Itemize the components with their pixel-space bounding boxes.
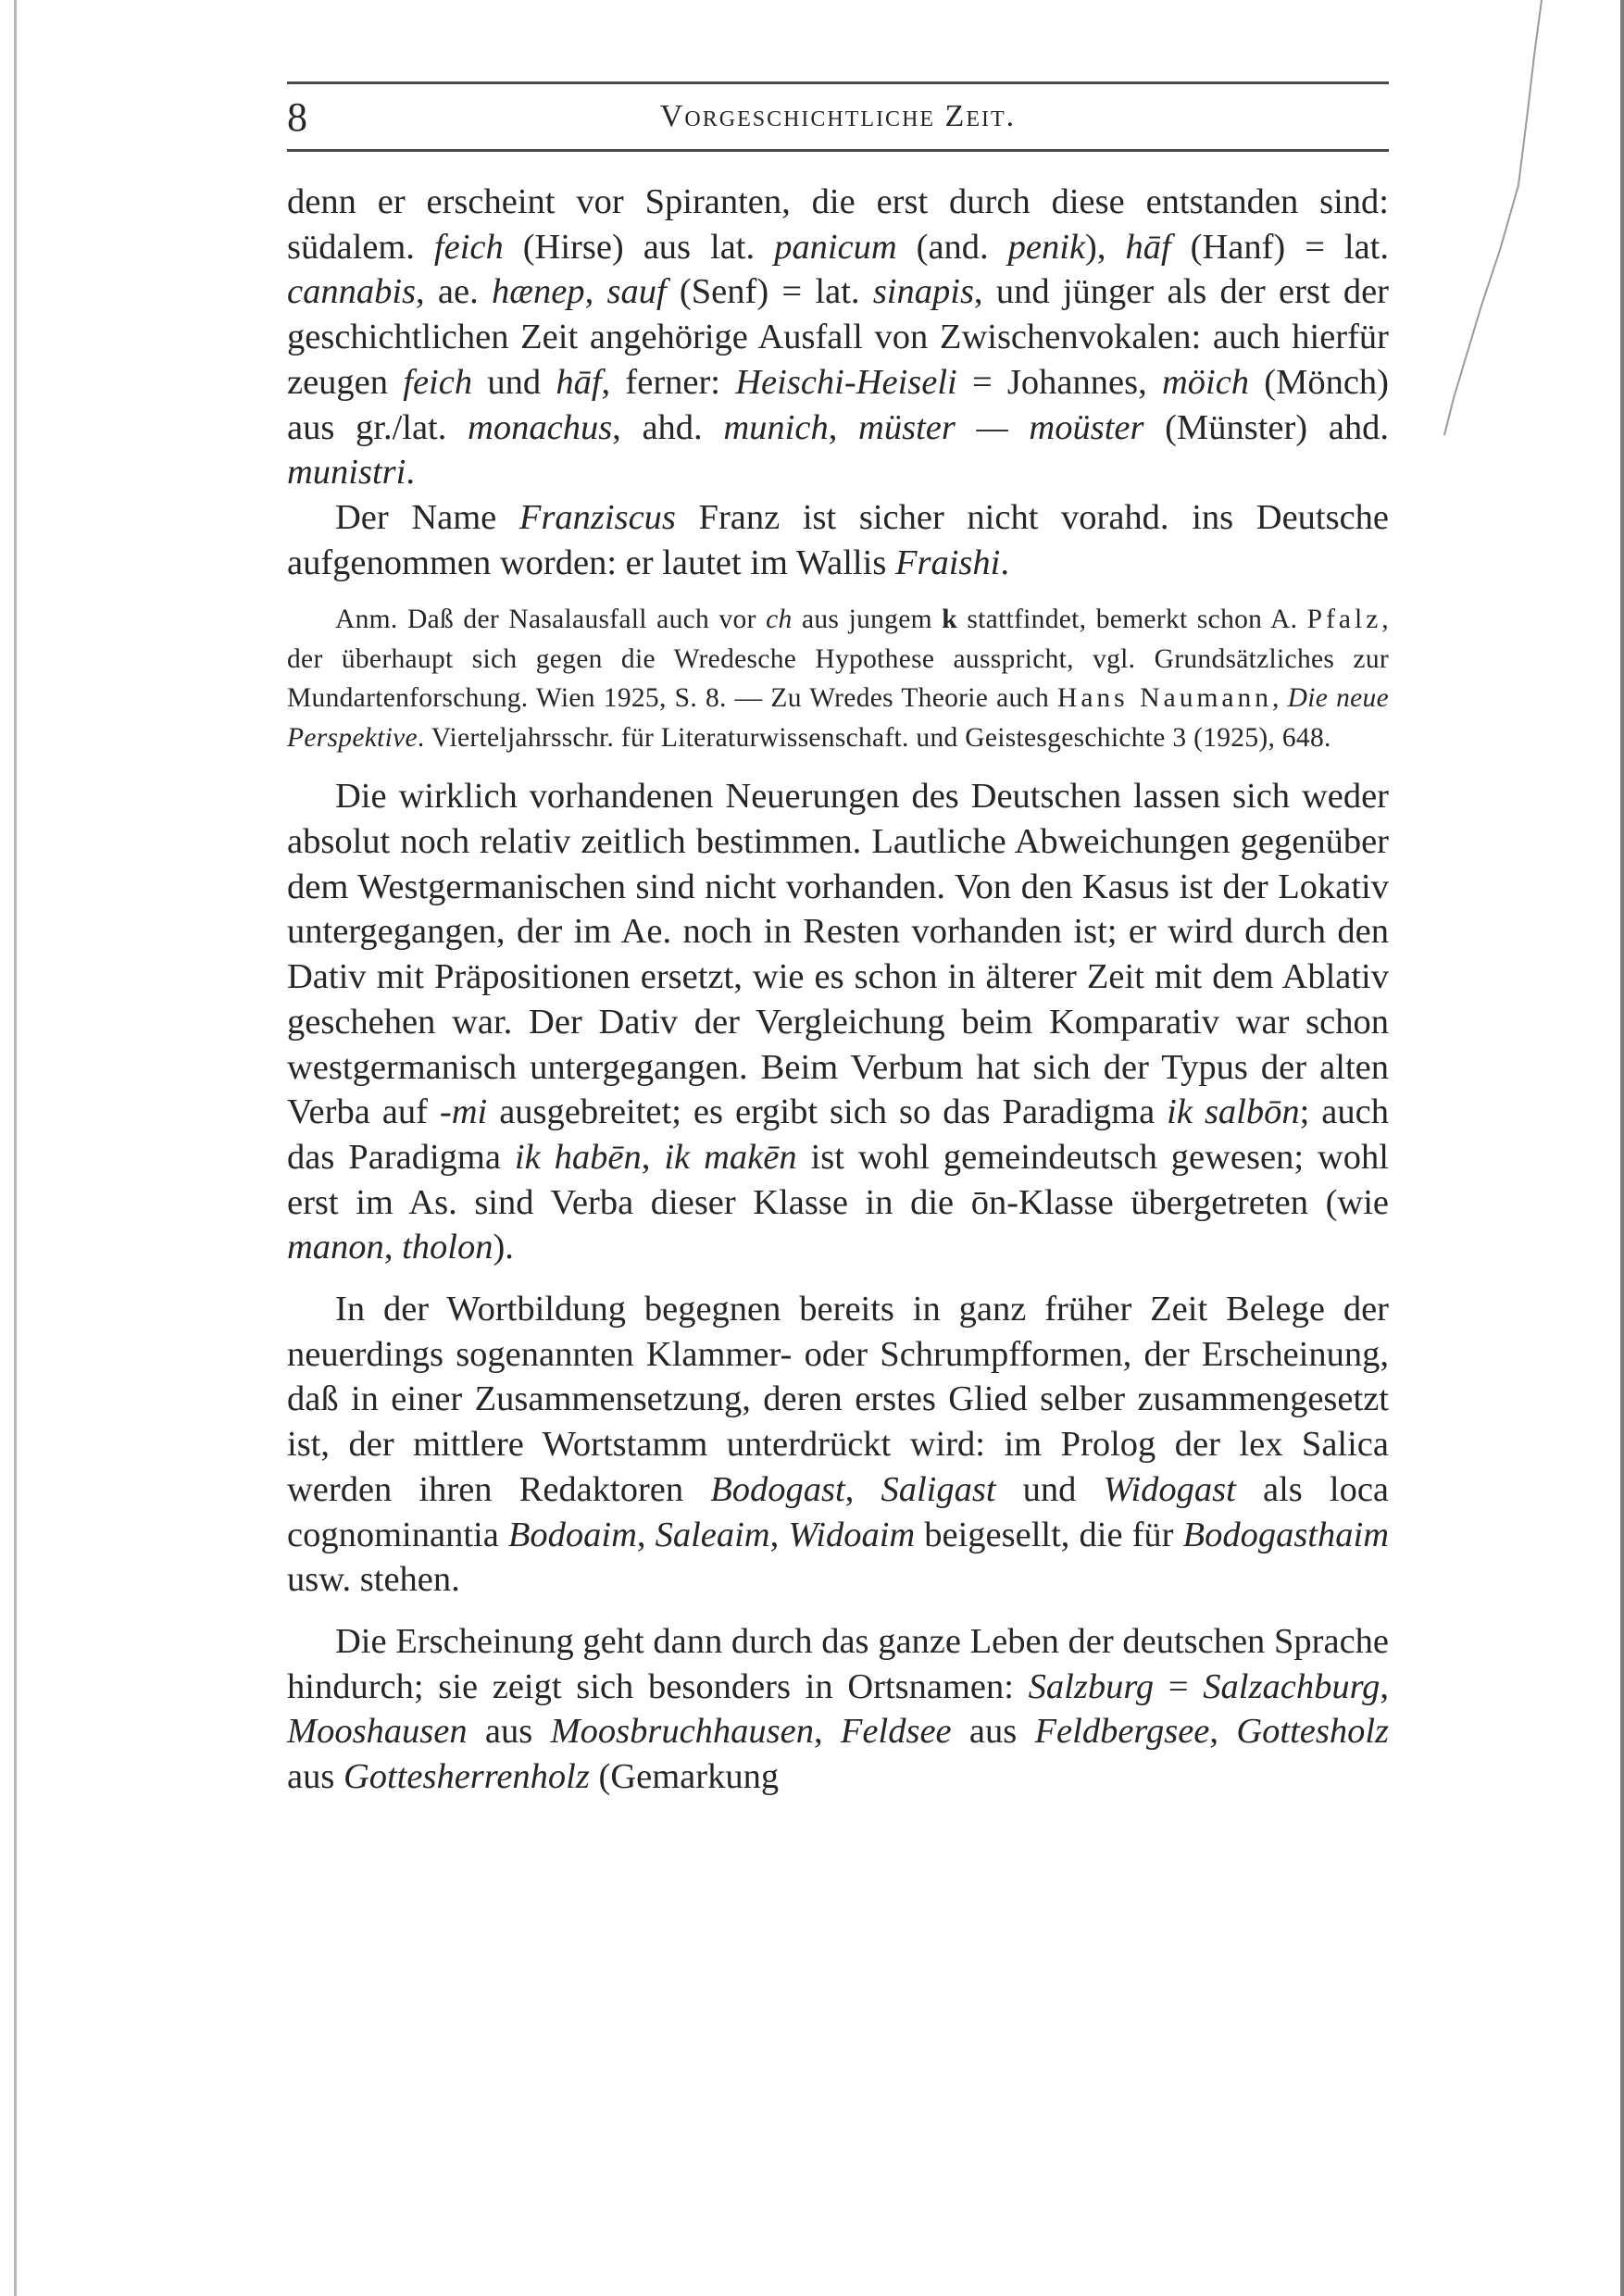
text-run: , [1380, 1666, 1389, 1706]
text-run: Die Erscheinung geht dann durch das ganze Leben der deutschen Sprache hindurch; sie zeigt sich besonders in Ortsnamen: [287, 1621, 1389, 1706]
italic-term: Salzachburg [1203, 1666, 1380, 1706]
italic-term: munistri [287, 453, 406, 493]
text-run: (Gemarkung [589, 1757, 780, 1797]
text-run: ). [493, 1228, 514, 1267]
text-run: Der Name [335, 497, 519, 537]
text-run: aus jungem [792, 605, 943, 635]
text-run: beigesellt, die für [915, 1515, 1183, 1554]
text-run: , [769, 1515, 789, 1554]
italic-term: Feldsee [840, 1712, 952, 1752]
paragraph [287, 180, 1389, 495]
header-rule-bottom [287, 149, 1389, 152]
italic-term: hænep [492, 272, 585, 312]
text-run: . [406, 453, 415, 493]
note-text [287, 600, 1389, 757]
bold-term: k [942, 605, 957, 635]
italic-term: manon [287, 1228, 384, 1267]
italic-term: Saleaim [655, 1515, 770, 1554]
italic-term: ch [766, 605, 793, 635]
text-run: ; auch das Paradigma [287, 1092, 1389, 1177]
text-run: Franz ist sicher nicht vorahd. ins Deutsche aufgenommen worden: er lautet im Wallis [287, 497, 1390, 582]
italic-term: panicum [774, 227, 897, 267]
annotation-note [287, 600, 1389, 757]
italic-term: tholon [402, 1228, 493, 1267]
running-head [287, 84, 1389, 149]
italic-term: Salzburg [1028, 1666, 1155, 1706]
text-run: , [383, 1228, 403, 1267]
italic-term: Mooshausen [287, 1712, 468, 1752]
paragraphs-after-note [287, 774, 1389, 1799]
text-run: , der überhaupt sich gegen die Wredesche Hypothese ausspricht, vgl. Grundsätzliches zur Mundartenforschung. Wien 1925, S. 8. — Zu Wredes Theorie auch [287, 605, 1389, 714]
text-run: ausgebreitet; es ergibt sich so das Paradigma [487, 1092, 1168, 1132]
text-run: , [844, 1469, 881, 1509]
text-run: In der Wortbildung begegnen bereits in ganz früher Zeit Belege der neuerdings sogenannten Klammer- oder Schrumpfformen, der Erscheinung, daß in einer Zusammensetzung, deren erstes Glied selber zusammengesetzt ist, der mittlere Wortstamm unterdrückt wird: im Prolog der lex Salica werden ihren Redaktoren [287, 1290, 1389, 1509]
text-run: , ahd. [612, 407, 724, 447]
italic-term: möich [1161, 362, 1250, 402]
book-page [287, 81, 1389, 1800]
author-name: Hans Naumann [1057, 683, 1272, 714]
italic-term: Widoaim [788, 1515, 916, 1554]
italic-term: munich [723, 407, 829, 447]
author-name: Pfalz [1306, 605, 1382, 635]
italic-term: Widogast [1103, 1469, 1236, 1509]
text-run: (Hirse) aus lat. [503, 227, 775, 267]
text-run: aus [287, 1757, 344, 1797]
italic-term: -mi [439, 1092, 488, 1132]
page-number: 8 [287, 94, 307, 140]
italic-term: monachus [468, 407, 613, 447]
italic-term: sauf [606, 272, 667, 312]
text-run: (Senf) = lat. [666, 272, 873, 312]
text-run: = [1154, 1666, 1204, 1706]
italic-term: Fraishi [894, 543, 1001, 582]
italic-term: cannabis [287, 272, 417, 312]
text-run: stattfindet, bemerkt schon A. [957, 605, 1307, 635]
italic-term: feich [433, 227, 504, 267]
text-run: , ae. [416, 272, 493, 312]
paragraph [287, 1619, 1389, 1800]
text-run: , und jünger als der erst der geschichtlichen Zeit angehörige Ausfall von Zwischenvokalen: auch hierfür zeugen [287, 272, 1390, 402]
text-run: Die wirklich vorhandenen Neuerungen des Deutschen lassen sich weder absolut noch relativ zeitlich bestimmen. Lautliche Abweichungen gegenüber dem Westgermanischen sind nicht vorhanden. Von den Kasus ist der Lokativ untergegangen, der im Ae. noch in Resten vorhanden ist; er wird durch den Dativ mit Präpositionen ersetzt, wie es schon in älterer Zeit mit dem Ablativ geschehen war. Der Dativ der Vergleichung beim Komparativ war schon westgermanisch untergegangen. Beim Verbum hat sich der Typus der alten Verba auf [287, 777, 1389, 1132]
italic-term: müster — moüster [858, 407, 1144, 447]
text-run: und [995, 1469, 1104, 1509]
italic-term: Gottesherrenholz [343, 1757, 590, 1797]
paragraph [287, 1287, 1389, 1603]
text-run: und [472, 362, 556, 402]
italic-term: ik habēn [514, 1137, 642, 1177]
text-run: , [641, 1137, 665, 1177]
text-run: aus [951, 1712, 1035, 1752]
paragraphs-before-note [287, 180, 1389, 585]
text-run: , [1272, 683, 1288, 714]
italic-term: ik salbōn [1167, 1092, 1300, 1132]
paragraph [287, 495, 1389, 585]
scan-edge-right [1620, 0, 1624, 2296]
text-run: , [636, 1515, 656, 1554]
text-run: . Vierteljahrsschr. für Literaturwissenschaft. und Geistesgeschichte 3 (1925), 648. [417, 722, 1331, 753]
text-run: = Johannes, [956, 362, 1162, 402]
italic-term: Heischi-Heiseli [735, 362, 957, 402]
italic-term: Bodogast [710, 1469, 845, 1509]
text-run: (Mönch) aus gr./lat. [287, 362, 1390, 447]
italic-term: Bodogasthaim [1182, 1515, 1389, 1554]
paragraph [287, 774, 1389, 1270]
italic-term: Saligast [881, 1469, 996, 1509]
text-run: (and. [896, 227, 1008, 267]
italic-term: sinapis [872, 272, 974, 312]
text-run: , [828, 407, 859, 447]
text-run: aus [467, 1712, 551, 1752]
italic-term: hāf [1125, 227, 1171, 267]
text-run: (Münster) ahd. [1143, 407, 1390, 447]
text-run: . [1000, 543, 1009, 582]
body-text [287, 180, 1389, 1800]
italic-term: Franziscus [518, 497, 676, 537]
text-run: ), [1085, 227, 1126, 267]
text-run: ist wohl gemeindeutsch gewesen; wohl erst im As. sind Verba dieser Klasse in die ōn-Klasse übergetreten (wie [287, 1137, 1390, 1222]
text-run: Anm. Daß der Nasalausfall auch vor [335, 605, 767, 635]
italic-term: penik [1007, 227, 1086, 267]
text-run: , ferner: [601, 362, 736, 402]
text-run: usw. stehen. [287, 1560, 460, 1600]
italic-term: Moosbruchhausen [550, 1712, 814, 1752]
text-run: (Hanf) = lat. [1170, 227, 1389, 267]
italic-term: Feldbergsee [1034, 1712, 1210, 1752]
scan-edge-left [14, 0, 17, 2296]
italic-term: ik makēn [664, 1137, 797, 1177]
italic-term: Gottesholz [1236, 1712, 1390, 1752]
text-run: , [1209, 1712, 1237, 1752]
italic-term: hāf [556, 362, 602, 402]
text-run: denn er erscheint vor Spiranten, die erst durch diese entstanden sind: südalem. [287, 182, 1389, 267]
italic-term: Die neue Perspektive [287, 683, 1389, 753]
running-title: Vorgeschichtliche Zeit. [659, 99, 1017, 133]
text-run: als loca cognominantia [287, 1469, 1389, 1554]
italic-term: Bodoaim [507, 1515, 637, 1554]
text-run: , [584, 272, 607, 312]
italic-term: feich [403, 362, 473, 402]
text-run: , [813, 1712, 841, 1752]
